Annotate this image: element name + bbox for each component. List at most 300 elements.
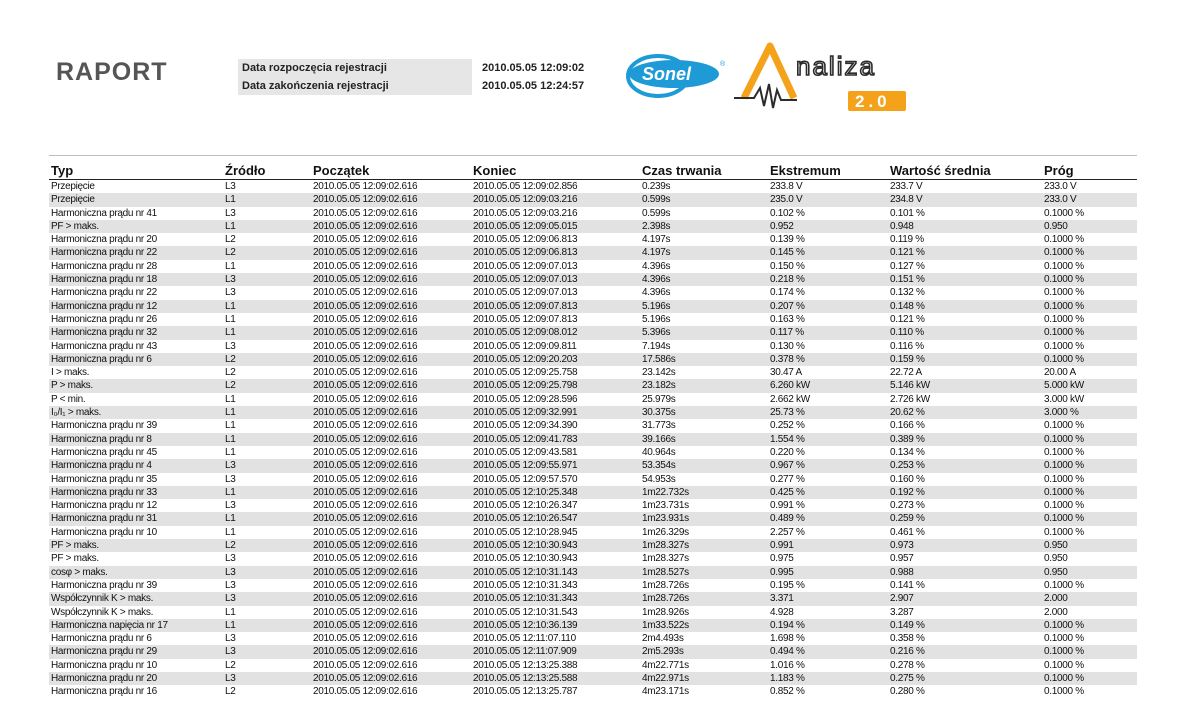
cell-threshold: 233.0 V — [1044, 194, 1077, 206]
column-header-threshold: Próg — [1044, 163, 1074, 178]
cell-type: Przepięcie — [51, 181, 95, 192]
cell-threshold: 0.1000 % — [1044, 327, 1084, 339]
header-divider — [49, 155, 1137, 156]
cell-extremum: 1.554 % — [770, 433, 805, 445]
cell-start: 2010.05.05 12:09:02.616 — [313, 686, 418, 698]
cell-extremum: 0.174 % — [770, 287, 805, 299]
cell-start: 2010.05.05 12:09:02.616 — [313, 500, 418, 512]
cell-average: 0.278 % — [890, 659, 925, 671]
cell-source: L2 — [225, 659, 236, 671]
table-row — [49, 180, 1137, 194]
cell-source: L3 — [225, 460, 236, 472]
cell-start: 2010.05.05 12:09:02.616 — [313, 207, 418, 219]
cell-end: 2010.05.05 12:09:07.813 — [473, 300, 578, 312]
cell-duration: 4.396s — [642, 274, 671, 286]
cell-duration: 0.599s — [642, 194, 671, 206]
table-row — [49, 645, 1137, 658]
cell-threshold: 0.1000 % — [1044, 513, 1084, 525]
table-row — [49, 433, 1137, 446]
cell-extremum: 0.967 % — [770, 460, 805, 472]
cell-type: Harmoniczna prądu nr 4 — [51, 460, 152, 472]
cell-extremum: 0.163 % — [770, 313, 805, 325]
registration-info — [238, 59, 588, 95]
cell-start: 2010.05.05 12:09:02.616 — [313, 672, 418, 684]
cell-average: 0.461 % — [890, 526, 925, 538]
cell-duration: 1m28.327s — [642, 540, 689, 552]
cell-start: 2010.05.05 12:09:02.616 — [313, 553, 418, 565]
cell-average: 0.121 % — [890, 247, 925, 259]
cell-average: 20.62 % — [890, 407, 925, 419]
cell-average: 0.121 % — [890, 313, 925, 325]
cell-extremum: 0.130 % — [770, 340, 805, 352]
cell-type: Harmoniczna prądu nr 10 — [51, 526, 157, 538]
cell-duration: 0.599s — [642, 207, 671, 219]
table-row — [49, 273, 1137, 286]
cell-source: L3 — [225, 473, 236, 485]
cell-average: 0.151 % — [890, 274, 925, 286]
cell-extremum: 30.47 A — [770, 367, 802, 379]
cell-end: 2010.05.05 12:09:34.390 — [473, 420, 578, 432]
table-row — [49, 512, 1137, 525]
cell-duration: 1m28.726s — [642, 579, 689, 591]
table-row — [49, 685, 1137, 698]
table-row — [49, 366, 1137, 379]
cell-source: L1 — [225, 446, 236, 458]
cell-extremum: 0.494 % — [770, 646, 805, 658]
table-row — [49, 659, 1137, 672]
cell-duration: 4m22.771s — [642, 659, 689, 671]
cell-type: Harmoniczna prądu nr 43 — [51, 340, 157, 352]
cell-extremum: 0.150 % — [770, 260, 805, 272]
cell-source: L3 — [225, 181, 236, 192]
cell-extremum: 0.277 % — [770, 473, 805, 485]
cell-threshold: 0.1000 % — [1044, 313, 1084, 325]
cell-end: 2010.05.05 12:09:02.856 — [473, 181, 578, 192]
cell-extremum: 1.183 % — [770, 672, 805, 684]
cell-threshold: 0.1000 % — [1044, 234, 1084, 246]
cell-threshold: 0.1000 % — [1044, 207, 1084, 219]
cell-extremum: 0.252 % — [770, 420, 805, 432]
cell-source: L3 — [225, 274, 236, 286]
cell-threshold: 0.950 — [1044, 220, 1068, 232]
cell-extremum: 0.195 % — [770, 579, 805, 591]
column-header-start: Początek — [313, 163, 370, 178]
table-row — [49, 539, 1137, 552]
cell-end: 2010.05.05 12:10:28.945 — [473, 526, 578, 538]
cell-start: 2010.05.05 12:09:02.616 — [313, 513, 418, 525]
cell-average: 0.134 % — [890, 446, 925, 458]
registration-end-label: Data zakończenia rejestracji — [238, 77, 472, 95]
cell-average: 0.101 % — [890, 207, 925, 219]
cell-extremum: 1.698 % — [770, 633, 805, 645]
table-row — [49, 286, 1137, 299]
cell-duration: 2m4.493s — [642, 633, 684, 645]
cell-start: 2010.05.05 12:09:02.616 — [313, 486, 418, 498]
cell-threshold: 2.000 — [1044, 593, 1068, 605]
cell-average: 0.948 — [890, 220, 914, 232]
cell-type: Harmoniczna prądu nr 39 — [51, 420, 157, 432]
cell-start: 2010.05.05 12:09:02.616 — [313, 540, 418, 552]
cell-average: 233.7 V — [890, 181, 923, 192]
cell-threshold: 0.1000 % — [1044, 672, 1084, 684]
cell-type: Harmoniczna prądu nr 8 — [51, 433, 152, 445]
cell-duration: 5.396s — [642, 327, 671, 339]
cell-source: L1 — [225, 433, 236, 445]
cell-threshold: 0.1000 % — [1044, 260, 1084, 272]
cell-end: 2010.05.05 12:09:03.216 — [473, 194, 578, 206]
cell-threshold: 0.1000 % — [1044, 473, 1084, 485]
cell-extremum: 3.371 — [770, 593, 794, 605]
cell-average: 0.957 — [890, 553, 914, 565]
sonel-analiza-logo — [622, 40, 912, 115]
cell-source: L1 — [225, 513, 236, 525]
cell-extremum: 0.139 % — [770, 234, 805, 246]
cell-duration: 2m5.293s — [642, 646, 684, 658]
table-row — [49, 446, 1137, 459]
cell-start: 2010.05.05 12:09:02.616 — [313, 220, 418, 232]
cell-duration: 30.375s — [642, 407, 676, 419]
cell-type: Harmoniczna prądu nr 20 — [51, 234, 157, 246]
cell-end: 2010.05.05 12:09:07.013 — [473, 274, 578, 286]
cell-threshold: 0.1000 % — [1044, 579, 1084, 591]
cell-extremum: 25.73 % — [770, 407, 805, 419]
cell-extremum: 0.145 % — [770, 247, 805, 259]
cell-duration: 4.396s — [642, 260, 671, 272]
cell-start: 2010.05.05 12:09:02.616 — [313, 619, 418, 631]
cell-end: 2010.05.05 12:10:31.143 — [473, 566, 578, 578]
cell-end: 2010.05.05 12:10:31.343 — [473, 579, 578, 591]
cell-type: Harmoniczna prądu nr 39 — [51, 579, 157, 591]
cell-average: 5.146 kW — [890, 380, 930, 392]
cell-threshold: 0.1000 % — [1044, 619, 1084, 631]
cell-type: Współczynnik K > maks. — [51, 593, 154, 605]
cell-average: 0.160 % — [890, 473, 925, 485]
cell-end: 2010.05.05 12:13:25.388 — [473, 659, 578, 671]
cell-start: 2010.05.05 12:09:02.616 — [313, 327, 418, 339]
cell-extremum: 2.662 kW — [770, 393, 810, 405]
table-row — [49, 246, 1137, 259]
cell-extremum: 0.207 % — [770, 300, 805, 312]
cell-start: 2010.05.05 12:09:02.616 — [313, 393, 418, 405]
sonel-logo-reg: ® — [720, 61, 726, 68]
cell-end: 2010.05.05 12:09:07.013 — [473, 287, 578, 299]
cell-source: L2 — [225, 540, 236, 552]
cell-threshold: 0.1000 % — [1044, 686, 1084, 698]
cell-source: L1 — [225, 420, 236, 432]
cell-start: 2010.05.05 12:09:02.616 — [313, 460, 418, 472]
cell-end: 2010.05.05 12:09:09.811 — [473, 340, 577, 352]
cell-end: 2010.05.05 12:09:57.570 — [473, 473, 578, 485]
cell-end: 2010.05.05 12:10:36.139 — [473, 619, 578, 631]
column-header-average: Wartość średnia — [890, 163, 991, 178]
cell-threshold: 0.1000 % — [1044, 659, 1084, 671]
registration-start-label: Data rozpoczęcia rejestracji — [238, 59, 472, 77]
cell-source: L1 — [225, 300, 236, 312]
cell-type: Harmoniczna prądu nr 6 — [51, 353, 152, 365]
cell-average: 0.358 % — [890, 633, 925, 645]
cell-average: 0.273 % — [890, 500, 925, 512]
events-table — [49, 163, 1137, 699]
cell-source: L1 — [225, 619, 236, 631]
cell-duration: 17.586s — [642, 353, 676, 365]
cell-start: 2010.05.05 12:09:02.616 — [313, 367, 418, 379]
cell-start: 2010.05.05 12:09:02.616 — [313, 181, 418, 192]
cell-type: Harmoniczna prądu nr 20 — [51, 672, 157, 684]
cell-type: PF > maks. — [51, 540, 99, 552]
table-row — [49, 207, 1137, 220]
cell-threshold: 3.000 % — [1044, 407, 1079, 419]
cell-average: 0.280 % — [890, 686, 925, 698]
cell-start: 2010.05.05 12:09:02.616 — [313, 247, 418, 259]
cell-average: 2.907 — [890, 593, 914, 605]
registration-start-row — [238, 59, 588, 77]
table-row — [49, 233, 1137, 246]
cell-start: 2010.05.05 12:09:02.616 — [313, 353, 418, 365]
cell-extremum: 2.257 % — [770, 526, 805, 538]
cell-duration: 1m26.329s — [642, 526, 689, 538]
cell-threshold: 0.950 — [1044, 540, 1068, 552]
table-row — [49, 406, 1137, 419]
table-row — [49, 260, 1137, 273]
cell-source: L3 — [225, 579, 236, 591]
cell-end: 2010.05.05 12:09:06.813 — [473, 247, 578, 259]
cell-duration: 39.166s — [642, 433, 676, 445]
table-row — [49, 193, 1137, 206]
cell-type: Harmoniczna prądu nr 28 — [51, 260, 157, 272]
cell-average: 0.141 % — [890, 579, 925, 591]
cell-start: 2010.05.05 12:09:02.616 — [313, 194, 418, 206]
cell-duration: 1m28.926s — [642, 606, 689, 618]
table-row — [49, 619, 1137, 632]
cell-duration: 54.953s — [642, 473, 676, 485]
cell-threshold: 0.1000 % — [1044, 247, 1084, 259]
cell-end: 2010.05.05 12:09:07.013 — [473, 260, 578, 272]
cell-type: Harmoniczna prądu nr 16 — [51, 686, 157, 698]
cell-duration: 1m28.327s — [642, 553, 689, 565]
cell-type: Harmoniczna prądu nr 22 — [51, 247, 157, 259]
cell-average: 0.259 % — [890, 513, 925, 525]
cell-threshold: 0.1000 % — [1044, 420, 1084, 432]
cell-source: L2 — [225, 353, 236, 365]
cell-extremum: 0.378 % — [770, 353, 805, 365]
cell-average: 0.192 % — [890, 486, 925, 498]
table-row — [49, 353, 1137, 366]
cell-duration: 2.398s — [642, 220, 671, 232]
cell-start: 2010.05.05 12:09:02.616 — [313, 646, 418, 658]
cell-end: 2010.05.05 12:10:30.943 — [473, 553, 578, 565]
column-header-type: Typ — [51, 163, 74, 178]
cell-type: Harmoniczna prądu nr 10 — [51, 659, 157, 671]
cell-type: I > maks. — [51, 367, 90, 379]
cell-extremum: 0.852 % — [770, 686, 805, 698]
cell-threshold: 0.1000 % — [1044, 486, 1084, 498]
cell-extremum: 0.991 — [770, 540, 794, 552]
cell-source: L3 — [225, 500, 236, 512]
cell-end: 2010.05.05 12:09:25.758 — [473, 367, 578, 379]
cell-start: 2010.05.05 12:09:02.616 — [313, 260, 418, 272]
analiza-logo-text: naliza — [796, 51, 876, 81]
cell-source: L2 — [225, 380, 236, 392]
cell-extremum: 0.218 % — [770, 274, 805, 286]
cell-duration: 1m23.931s — [642, 513, 689, 525]
cell-average: 0.116 % — [890, 340, 924, 352]
column-header-extremum: Ekstremum — [770, 163, 841, 178]
cell-end: 2010.05.05 12:09:43.581 — [473, 446, 578, 458]
cell-extremum: 0.102 % — [770, 207, 805, 219]
sonel-logo-text: Sonel — [642, 64, 692, 84]
cell-average: 0.973 — [890, 540, 914, 552]
table-row — [49, 672, 1137, 685]
registration-start-value: 2010.05.05 12:09:02 — [482, 62, 585, 74]
cell-end: 2010.05.05 12:13:25.588 — [473, 672, 578, 684]
cell-threshold: 5.000 kW — [1044, 380, 1084, 392]
cell-source: L3 — [225, 207, 236, 219]
cell-duration: 25.979s — [642, 393, 676, 405]
cell-source: L1 — [225, 194, 236, 206]
cell-threshold: 0.1000 % — [1044, 287, 1084, 299]
cell-source: L3 — [225, 672, 236, 684]
cell-threshold: 0.1000 % — [1044, 433, 1084, 445]
cell-extremum: 0.220 % — [770, 446, 805, 458]
cell-source: L3 — [225, 566, 236, 578]
cell-source: L1 — [225, 606, 236, 618]
cell-start: 2010.05.05 12:09:02.616 — [313, 407, 418, 419]
cell-type: PF > maks. — [51, 553, 99, 565]
cell-source: L1 — [225, 313, 236, 325]
cell-average: 0.988 — [890, 566, 914, 578]
table-row — [49, 632, 1137, 645]
cell-source: L1 — [225, 486, 236, 498]
table-row — [49, 566, 1137, 579]
cell-threshold: 0.950 — [1044, 553, 1068, 565]
cell-extremum: 0.425 % — [770, 486, 805, 498]
table-row — [49, 379, 1137, 392]
cell-average: 0.119 % — [890, 234, 924, 246]
table-row — [49, 313, 1137, 326]
cell-source: L1 — [225, 220, 236, 232]
cell-average: 2.726 kW — [890, 393, 930, 405]
cell-type: Harmoniczna prądu nr 29 — [51, 646, 157, 658]
table-row — [49, 473, 1137, 486]
cell-type: Harmoniczna prądu nr 12 — [51, 300, 157, 312]
cell-type: Harmoniczna prądu nr 31 — [51, 513, 157, 525]
cell-duration: 23.142s — [642, 367, 676, 379]
cell-type: P < min. — [51, 393, 86, 405]
cell-average: 234.8 V — [890, 194, 923, 206]
cell-extremum: 4.928 — [770, 606, 794, 618]
cell-source: L2 — [225, 367, 236, 379]
cell-source: L3 — [225, 646, 236, 658]
registration-end-row — [238, 77, 588, 95]
cell-duration: 1m23.731s — [642, 500, 689, 512]
cell-threshold: 20.00 A — [1044, 367, 1076, 379]
cell-source: L1 — [225, 327, 236, 339]
cell-source: L1 — [225, 526, 236, 538]
table-row — [49, 526, 1137, 539]
cell-type: Harmoniczna prądu nr 18 — [51, 274, 157, 286]
cell-duration: 5.196s — [642, 300, 671, 312]
cell-average: 22.72 A — [890, 367, 922, 379]
analiza-logo-a — [744, 46, 794, 98]
cell-threshold: 0.1000 % — [1044, 633, 1084, 645]
cell-source: L1 — [225, 393, 236, 405]
cell-average: 0.132 % — [890, 287, 925, 299]
table-row — [49, 393, 1137, 406]
cell-average: 3.287 — [890, 606, 914, 618]
cell-duration: 1m33.522s — [642, 619, 689, 631]
table-row — [49, 592, 1137, 605]
cell-source: L2 — [225, 247, 236, 259]
column-header-end: Koniec — [473, 163, 517, 178]
cell-average: 0.389 % — [890, 433, 925, 445]
cell-start: 2010.05.05 12:09:02.616 — [313, 566, 418, 578]
column-header-duration: Czas trwania — [642, 163, 722, 178]
cell-end: 2010.05.05 12:09:08.012 — [473, 327, 578, 339]
cell-threshold: 233.0 V — [1044, 181, 1077, 192]
cell-type: PF > maks. — [51, 220, 99, 232]
cell-end: 2010.05.05 12:09:55.971 — [473, 460, 578, 472]
cell-end: 2010.05.05 12:09:32.991 — [473, 407, 578, 419]
analiza-version-text: 2.0 — [855, 92, 891, 111]
cell-start: 2010.05.05 12:09:02.616 — [313, 659, 418, 671]
cell-start: 2010.05.05 12:09:02.616 — [313, 446, 418, 458]
cell-start: 2010.05.05 12:09:02.616 — [313, 526, 418, 538]
cell-type: Harmoniczna prądu nr 33 — [51, 486, 157, 498]
cell-threshold: 2.000 — [1044, 606, 1068, 618]
cell-duration: 4.197s — [642, 234, 671, 246]
cell-end: 2010.05.05 12:11:07.909 — [473, 646, 577, 658]
cell-extremum: 1.016 % — [770, 659, 805, 671]
cell-start: 2010.05.05 12:09:02.616 — [313, 606, 418, 618]
cell-threshold: 0.950 — [1044, 566, 1068, 578]
cell-source: L3 — [225, 340, 236, 352]
cell-type: P > maks. — [51, 380, 93, 392]
cell-average: 0.159 % — [890, 353, 925, 365]
cell-end: 2010.05.05 12:09:25.798 — [473, 380, 578, 392]
cell-end: 2010.05.05 12:10:30.943 — [473, 540, 578, 552]
cell-threshold: 0.1000 % — [1044, 500, 1084, 512]
cell-start: 2010.05.05 12:09:02.616 — [313, 433, 418, 445]
cell-start: 2010.05.05 12:09:02.616 — [313, 633, 418, 645]
events-table-body — [49, 180, 1137, 699]
cell-average: 0.110 % — [890, 327, 924, 339]
cell-end: 2010.05.05 12:13:25.787 — [473, 686, 578, 698]
cell-threshold: 0.1000 % — [1044, 340, 1084, 352]
cell-start: 2010.05.05 12:09:02.616 — [313, 380, 418, 392]
cell-duration: 4.197s — [642, 247, 671, 259]
cell-extremum: 0.991 % — [770, 500, 805, 512]
cell-extremum: 233.8 V — [770, 181, 803, 192]
cell-end: 2010.05.05 12:10:31.543 — [473, 606, 578, 618]
cell-end: 2010.05.05 12:11:07.110 — [473, 633, 576, 645]
cell-end: 2010.05.05 12:10:31.343 — [473, 593, 578, 605]
cell-end: 2010.05.05 12:10:26.347 — [473, 500, 578, 512]
cell-end: 2010.05.05 12:09:28.596 — [473, 393, 578, 405]
cell-type: Harmoniczna prądu nr 35 — [51, 473, 157, 485]
table-row — [49, 340, 1137, 353]
table-row — [49, 606, 1137, 619]
cell-extremum: 0.194 % — [770, 619, 805, 631]
table-row — [49, 499, 1137, 512]
cell-duration: 53.354s — [642, 460, 676, 472]
cell-duration: 31.773s — [642, 420, 676, 432]
cell-average: 0.148 % — [890, 300, 925, 312]
cell-duration: 1m22.732s — [642, 486, 689, 498]
cell-duration: 0.239s — [642, 181, 671, 192]
cell-duration: 1m28.726s — [642, 593, 689, 605]
cell-source: L1 — [225, 407, 236, 419]
cell-end: 2010.05.05 12:09:05.015 — [473, 220, 578, 232]
